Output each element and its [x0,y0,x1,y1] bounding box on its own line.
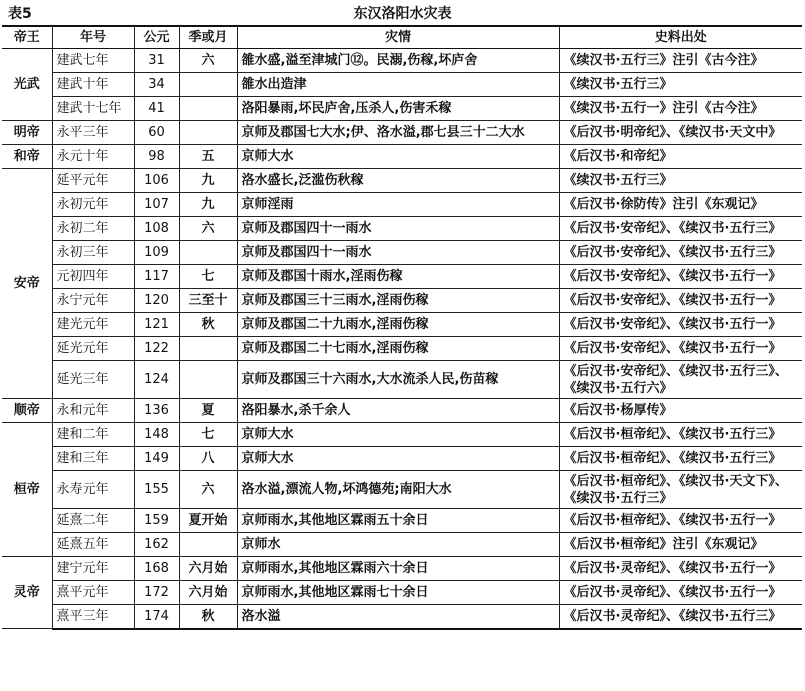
era-cell: 永初二年 [52,217,134,241]
flood-table [2,25,802,630]
year-cell: 159 [134,509,179,533]
year-cell: 124 [134,361,179,399]
era-cell: 建武七年 [52,49,134,73]
emperor-cell: 安帝 [2,169,52,399]
source-cell: 《后汉书·安帝纪》、《续汉书·五行三》 [559,217,802,241]
era-cell: 建武十七年 [52,97,134,121]
disaster-cell: 雒水出造津 [237,73,559,97]
season-cell [179,533,237,557]
era-cell: 永平三年 [52,121,134,145]
disaster-cell: 洛水溢,漂流人物,坏鸿德苑;南阳大水 [237,471,559,509]
year-cell: 122 [134,337,179,361]
table-row [2,193,802,217]
year-cell: 168 [134,557,179,581]
season-cell: 八 [179,447,237,471]
year-cell: 136 [134,399,179,423]
season-cell: 六 [179,217,237,241]
table-row [2,447,802,471]
emperor-cell: 明帝 [2,121,52,145]
year-cell: 106 [134,169,179,193]
source-cell: 《后汉书·桓帝纪》注引《东观记》 [559,533,802,557]
table-row [2,121,802,145]
era-cell: 延熹五年 [52,533,134,557]
season-cell: 七 [179,265,237,289]
era-cell: 永寿元年 [52,471,134,509]
table-row [2,217,802,241]
source-cell: 《后汉书·灵帝纪》、《续汉书·五行三》 [559,605,802,629]
era-cell: 永宁元年 [52,289,134,313]
era-cell: 永和元年 [52,399,134,423]
source-cell: 《后汉书·安帝纪》、《续汉书·五行一》 [559,337,802,361]
disaster-cell: 京师及郡国四十一雨水 [237,241,559,265]
table-row [2,169,802,193]
season-cell: 夏开始 [179,509,237,533]
header-emperor: 帝王 [2,26,52,49]
source-cell: 《续汉书·五行三》注引《古今注》 [559,49,802,73]
year-cell: 41 [134,97,179,121]
table-number: 表5 [8,6,32,22]
disaster-cell: 京师雨水,其他地区霖雨五十余日 [237,509,559,533]
disaster-cell: 洛阳暴水,杀千余人 [237,399,559,423]
season-cell: 五 [179,145,237,169]
header-year: 公元 [134,26,179,49]
disaster-cell: 洛水盛长,泛滥伤秋稼 [237,169,559,193]
disaster-cell: 京师大水 [237,423,559,447]
disaster-cell: 洛阳暴雨,坏民庐舍,压杀人,伤害禾稼 [237,97,559,121]
season-cell: 三至十 [179,289,237,313]
table-row [2,533,802,557]
year-cell: 120 [134,289,179,313]
disaster-cell: 京师及郡国二十九雨水,淫雨伤稼 [237,313,559,337]
table-row [2,313,802,337]
source-cell: 《后汉书·杨厚传》 [559,399,802,423]
source-cell: 《后汉书·桓帝纪》、《续汉书·天文下》、《续汉书·五行三》 [559,471,802,509]
disaster-cell: 京师及郡国二十七雨水,淫雨伤稼 [237,337,559,361]
header-season: 季或月 [179,26,237,49]
table-row [2,145,802,169]
table-row [2,241,802,265]
era-cell: 延光元年 [52,337,134,361]
era-cell: 元初四年 [52,265,134,289]
year-cell: 98 [134,145,179,169]
season-cell: 六月始 [179,581,237,605]
year-cell: 108 [134,217,179,241]
header-era: 年号 [52,26,134,49]
era-cell: 建和二年 [52,423,134,447]
season-cell [179,241,237,265]
header-disaster: 灾情 [237,26,559,49]
season-cell: 九 [179,193,237,217]
disaster-cell: 京师雨水,其他地区霖雨七十余日 [237,581,559,605]
table-row [2,399,802,423]
era-cell: 建和三年 [52,447,134,471]
table-row [2,337,802,361]
table-row [2,73,802,97]
source-cell: 《后汉书·安帝纪》、《续汉书·五行一》 [559,265,802,289]
source-cell: 《后汉书·安帝纪》、《续汉书·五行一》 [559,313,802,337]
source-cell: 《续汉书·五行一》注引《古今注》 [559,97,802,121]
year-cell: 109 [134,241,179,265]
year-cell: 34 [134,73,179,97]
disaster-cell: 京师淫雨 [237,193,559,217]
era-cell: 延熹二年 [52,509,134,533]
table-row [2,581,802,605]
table-row [2,471,802,509]
header-source: 史料出处 [559,26,802,49]
season-cell: 七 [179,423,237,447]
year-cell: 149 [134,447,179,471]
table-row [2,557,802,581]
year-cell: 121 [134,313,179,337]
disaster-cell: 京师及郡国七大水;伊、洛水溢,郡七县三十二大水 [237,121,559,145]
table-title: 东汉洛阳水灾表 [353,6,452,22]
emperor-cell: 光武 [2,49,52,121]
table-row [2,265,802,289]
year-cell: 60 [134,121,179,145]
source-cell: 《后汉书·安帝纪》、《续汉书·五行一》 [559,289,802,313]
source-cell: 《续汉书·五行三》 [559,169,802,193]
header-row [2,26,802,49]
table-row [2,423,802,447]
era-cell: 永元十年 [52,145,134,169]
era-cell: 熹平元年 [52,581,134,605]
season-cell [179,337,237,361]
year-cell: 117 [134,265,179,289]
emperor-cell: 桓帝 [2,423,52,557]
season-cell [179,73,237,97]
era-cell: 熹平三年 [52,605,134,629]
source-cell: 《续汉书·五行三》 [559,73,802,97]
era-cell: 建武十年 [52,73,134,97]
disaster-cell: 京师水 [237,533,559,557]
source-cell: 《后汉书·和帝纪》 [559,145,802,169]
source-cell: 《后汉书·桓帝纪》、《续汉书·五行三》 [559,423,802,447]
season-cell: 六 [179,49,237,73]
era-cell: 建宁元年 [52,557,134,581]
season-cell: 六 [179,471,237,509]
year-cell: 172 [134,581,179,605]
season-cell [179,361,237,399]
emperor-cell: 和帝 [2,145,52,169]
era-cell: 建光元年 [52,313,134,337]
disaster-cell: 京师雨水,其他地区霖雨六十余日 [237,557,559,581]
source-cell: 《后汉书·安帝纪》、《续汉书·五行三》、《续汉书·五行六》 [559,361,802,399]
emperor-cell: 顺帝 [2,399,52,423]
source-cell: 《后汉书·桓帝纪》、《续汉书·五行三》 [559,447,802,471]
year-cell: 174 [134,605,179,629]
table-row [2,49,802,73]
era-cell: 永初元年 [52,193,134,217]
table-row [2,605,802,629]
disaster-cell: 洛水溢 [237,605,559,629]
disaster-cell: 京师及郡国三十三雨水,淫雨伤稼 [237,289,559,313]
season-cell [179,97,237,121]
season-cell [179,121,237,145]
disaster-cell: 京师及郡国十雨水,淫雨伤稼 [237,265,559,289]
source-cell: 《后汉书·安帝纪》、《续汉书·五行三》 [559,241,802,265]
season-cell: 夏 [179,399,237,423]
year-cell: 107 [134,193,179,217]
year-cell: 155 [134,471,179,509]
source-cell: 《后汉书·灵帝纪》、《续汉书·五行一》 [559,557,802,581]
era-cell: 延平元年 [52,169,134,193]
season-cell: 秋 [179,313,237,337]
source-cell: 《后汉书·徐防传》注引《东观记》 [559,193,802,217]
table-row [2,361,802,399]
disaster-cell: 京师大水 [237,145,559,169]
table-row [2,97,802,121]
source-cell: 《后汉书·桓帝纪》、《续汉书·五行一》 [559,509,802,533]
source-cell: 《后汉书·灵帝纪》、《续汉书·五行一》 [559,581,802,605]
emperor-cell: 灵帝 [2,557,52,629]
year-cell: 31 [134,49,179,73]
era-cell: 延光三年 [52,361,134,399]
disaster-cell: 京师及郡国三十六雨水,大水流杀人民,伤苗稼 [237,361,559,399]
year-cell: 148 [134,423,179,447]
era-cell: 永初三年 [52,241,134,265]
disaster-cell: 雒水盛,溢至津城门⑫。民溺,伤稼,坏庐舍 [237,49,559,73]
season-cell: 秋 [179,605,237,629]
year-cell: 162 [134,533,179,557]
disaster-cell: 京师大水 [237,447,559,471]
season-cell: 九 [179,169,237,193]
source-cell: 《后汉书·明帝纪》、《续汉书·天文中》 [559,121,802,145]
table-row [2,289,802,313]
table-row [2,509,802,533]
disaster-cell: 京师及郡国四十一雨水 [237,217,559,241]
season-cell: 六月始 [179,557,237,581]
